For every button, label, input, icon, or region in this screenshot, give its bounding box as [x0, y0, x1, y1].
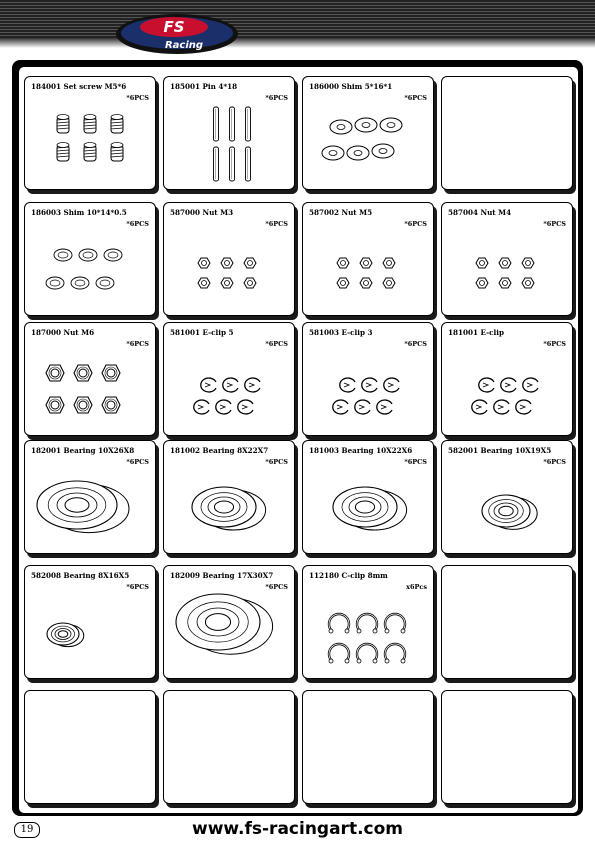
nut-icon	[303, 229, 433, 315]
part-code-label: 186003 Shim 10*14*0.5	[31, 208, 127, 217]
e-clip-part	[523, 378, 538, 392]
part-cell	[163, 565, 295, 679]
shim-part	[372, 144, 394, 158]
shim-small-icon	[25, 229, 155, 315]
part-code-label: 581001 E-clip 5	[170, 328, 234, 337]
shim-part	[96, 277, 114, 289]
pin-part	[230, 107, 235, 141]
nut-part	[476, 258, 488, 268]
set-screw-part	[84, 143, 96, 162]
part-code-label: 587000 Nut M3	[170, 208, 234, 217]
part-quantity-label: *6PCS	[265, 340, 288, 348]
part-cell	[24, 565, 156, 679]
nut-part	[499, 278, 511, 288]
bearing-part	[37, 481, 129, 533]
nut-part	[74, 397, 92, 413]
shim-part	[79, 249, 97, 261]
page-number: 19	[14, 822, 40, 838]
part-cell	[24, 76, 156, 190]
part-cell	[441, 202, 573, 316]
nut-part	[198, 258, 210, 268]
shim-part	[71, 277, 89, 289]
website-url[interactable]: www.fs-racingart.com	[192, 819, 403, 839]
e-clip-icon	[442, 349, 572, 435]
shim-icon	[303, 103, 433, 189]
part-quantity-label: *6PCS	[126, 583, 149, 591]
nut-icon	[164, 229, 294, 315]
part-cell	[24, 440, 156, 554]
part-quantity-label: *6PCS	[126, 458, 149, 466]
set-screw-part	[57, 115, 69, 134]
part-quantity-label: *6PCS	[265, 220, 288, 228]
part-code-label: 587002 Nut M5	[309, 208, 373, 217]
part-cell	[302, 565, 434, 679]
c-clip-part	[385, 614, 405, 633]
pin-part	[246, 147, 251, 181]
c-clip-part	[357, 644, 377, 663]
nut-large-icon	[25, 349, 155, 435]
shim-part	[46, 277, 64, 289]
nut-part	[337, 258, 349, 268]
shim-part	[104, 249, 122, 261]
nut-part	[102, 365, 120, 381]
part-quantity-label: *6PCS	[404, 220, 427, 228]
nut-part	[244, 278, 256, 288]
shim-part	[54, 249, 72, 261]
set-screw-part	[84, 115, 96, 134]
e-clip-icon	[303, 349, 433, 435]
nut-part	[360, 258, 372, 268]
nut-part	[244, 258, 256, 268]
part-cell	[302, 322, 434, 436]
shim-part	[330, 120, 352, 134]
part-quantity-label: *6PCS	[265, 94, 288, 102]
e-clip-part	[362, 378, 377, 392]
nut-part	[46, 365, 64, 381]
shim-part	[322, 146, 344, 160]
bearing-icon	[303, 467, 433, 553]
nut-part	[522, 278, 534, 288]
e-clip-part	[479, 378, 494, 392]
part-code-label: 181001 E-clip	[448, 328, 504, 337]
shim-part	[347, 146, 369, 160]
nut-part	[46, 397, 64, 413]
e-clip-part	[223, 378, 238, 392]
e-clip-part	[472, 400, 487, 414]
bearing-part	[47, 623, 84, 647]
part-cell	[163, 322, 295, 436]
empty-cell	[302, 690, 434, 804]
c-clip-part	[329, 644, 349, 663]
part-quantity-label: *6PCS	[543, 458, 566, 466]
part-quantity-label: *6PCS	[126, 340, 149, 348]
nut-part	[383, 258, 395, 268]
nut-part	[360, 278, 372, 288]
part-cell	[441, 440, 573, 554]
part-quantity-label: *6PCS	[265, 583, 288, 591]
c-clip-part	[357, 614, 377, 633]
part-code-label: 181003 Bearing 10X22X6	[309, 446, 413, 455]
part-quantity-label: *6PCS	[126, 220, 149, 228]
e-clip-part	[384, 378, 399, 392]
part-cell	[441, 322, 573, 436]
nut-part	[499, 258, 511, 268]
part-cell	[24, 322, 156, 436]
e-clip-part	[238, 400, 253, 414]
bearing-icon	[442, 467, 572, 553]
set-screw-icon	[25, 103, 155, 189]
part-cell	[302, 202, 434, 316]
logo-main-text: FS	[163, 18, 185, 36]
fs-racing-logo	[114, 10, 240, 56]
nut-part	[522, 258, 534, 268]
part-code-label: 582001 Bearing 10X19X5	[448, 446, 552, 455]
e-clip-part	[501, 378, 516, 392]
part-quantity-label: *6PCS	[543, 220, 566, 228]
set-screw-part	[57, 143, 69, 162]
bearing-part	[192, 487, 266, 530]
nut-part	[383, 278, 395, 288]
pin-part	[214, 147, 219, 181]
part-quantity-label: *6PCS	[126, 94, 149, 102]
e-clip-part	[340, 378, 355, 392]
nut-part	[337, 278, 349, 288]
part-quantity-label: *6PCS	[543, 340, 566, 348]
e-clip-part	[333, 400, 348, 414]
part-code-label: 587004 Nut M4	[448, 208, 512, 217]
e-clip-part	[494, 400, 509, 414]
e-clip-part	[516, 400, 531, 414]
e-clip-icon	[164, 349, 294, 435]
nut-part	[74, 365, 92, 381]
bearing-icon	[164, 592, 294, 678]
empty-cell	[163, 690, 295, 804]
nut-icon	[442, 229, 572, 315]
part-code-label: 581003 E-clip 3	[309, 328, 373, 337]
bearing-icon	[25, 592, 155, 678]
part-cell	[302, 76, 434, 190]
part-quantity-label: *6PCS	[404, 340, 427, 348]
header-fade	[0, 38, 595, 48]
set-screw-part	[111, 143, 123, 162]
part-quantity-label: *6PCS	[265, 458, 288, 466]
part-cell	[163, 440, 295, 554]
c-clip-part	[385, 644, 405, 663]
pin-part	[246, 107, 251, 141]
part-cell	[302, 440, 434, 554]
bearing-part	[333, 487, 407, 530]
pin-part	[230, 147, 235, 181]
e-clip-part	[245, 378, 260, 392]
part-quantity-label: *6PCS	[404, 458, 427, 466]
nut-part	[476, 278, 488, 288]
part-cell	[163, 202, 295, 316]
empty-cell	[441, 565, 573, 679]
part-code-label: 185001 Pin 4*18	[170, 82, 238, 91]
logo-sub-text: Racing	[164, 40, 204, 51]
part-code-label: 186000 Shim 5*16*1	[309, 82, 393, 91]
bearing-part	[482, 495, 537, 529]
part-code-label: 582008 Bearing 8X16X5	[31, 571, 130, 580]
bearing-icon	[25, 467, 155, 553]
e-clip-part	[194, 400, 209, 414]
part-code-label: 182009 Bearing 17X30X7	[170, 571, 274, 580]
c-clip-part	[329, 614, 349, 633]
bearing-icon	[164, 467, 294, 553]
part-code-label: 181002 Bearing 8X22X7	[170, 446, 269, 455]
e-clip-part	[216, 400, 231, 414]
e-clip-part	[377, 400, 392, 414]
nut-part	[221, 278, 233, 288]
empty-cell	[441, 76, 573, 190]
part-quantity-label: *6PCS	[404, 94, 427, 102]
c-clip-icon	[303, 592, 433, 678]
e-clip-part	[201, 378, 216, 392]
nut-part	[221, 258, 233, 268]
bearing-part	[176, 594, 273, 654]
nut-part	[198, 278, 210, 288]
part-cell	[24, 202, 156, 316]
e-clip-part	[355, 400, 370, 414]
nut-part	[102, 397, 120, 413]
part-code-label: 184001 Set screw M5*6	[31, 82, 127, 91]
part-cell	[163, 76, 295, 190]
part-quantity-label: x6Pcs	[406, 583, 427, 591]
part-code-label: 187000 Nut M6	[31, 328, 95, 337]
empty-cell	[441, 690, 573, 804]
shim-part	[380, 118, 402, 132]
part-code-label: 112180 C-clip 8mm	[309, 571, 388, 580]
part-code-label: 182001 Bearing 10X26X8	[31, 446, 135, 455]
pin-icon	[164, 103, 294, 189]
empty-cell	[24, 690, 156, 804]
shim-part	[355, 118, 377, 132]
set-screw-part	[111, 115, 123, 134]
pin-part	[214, 107, 219, 141]
